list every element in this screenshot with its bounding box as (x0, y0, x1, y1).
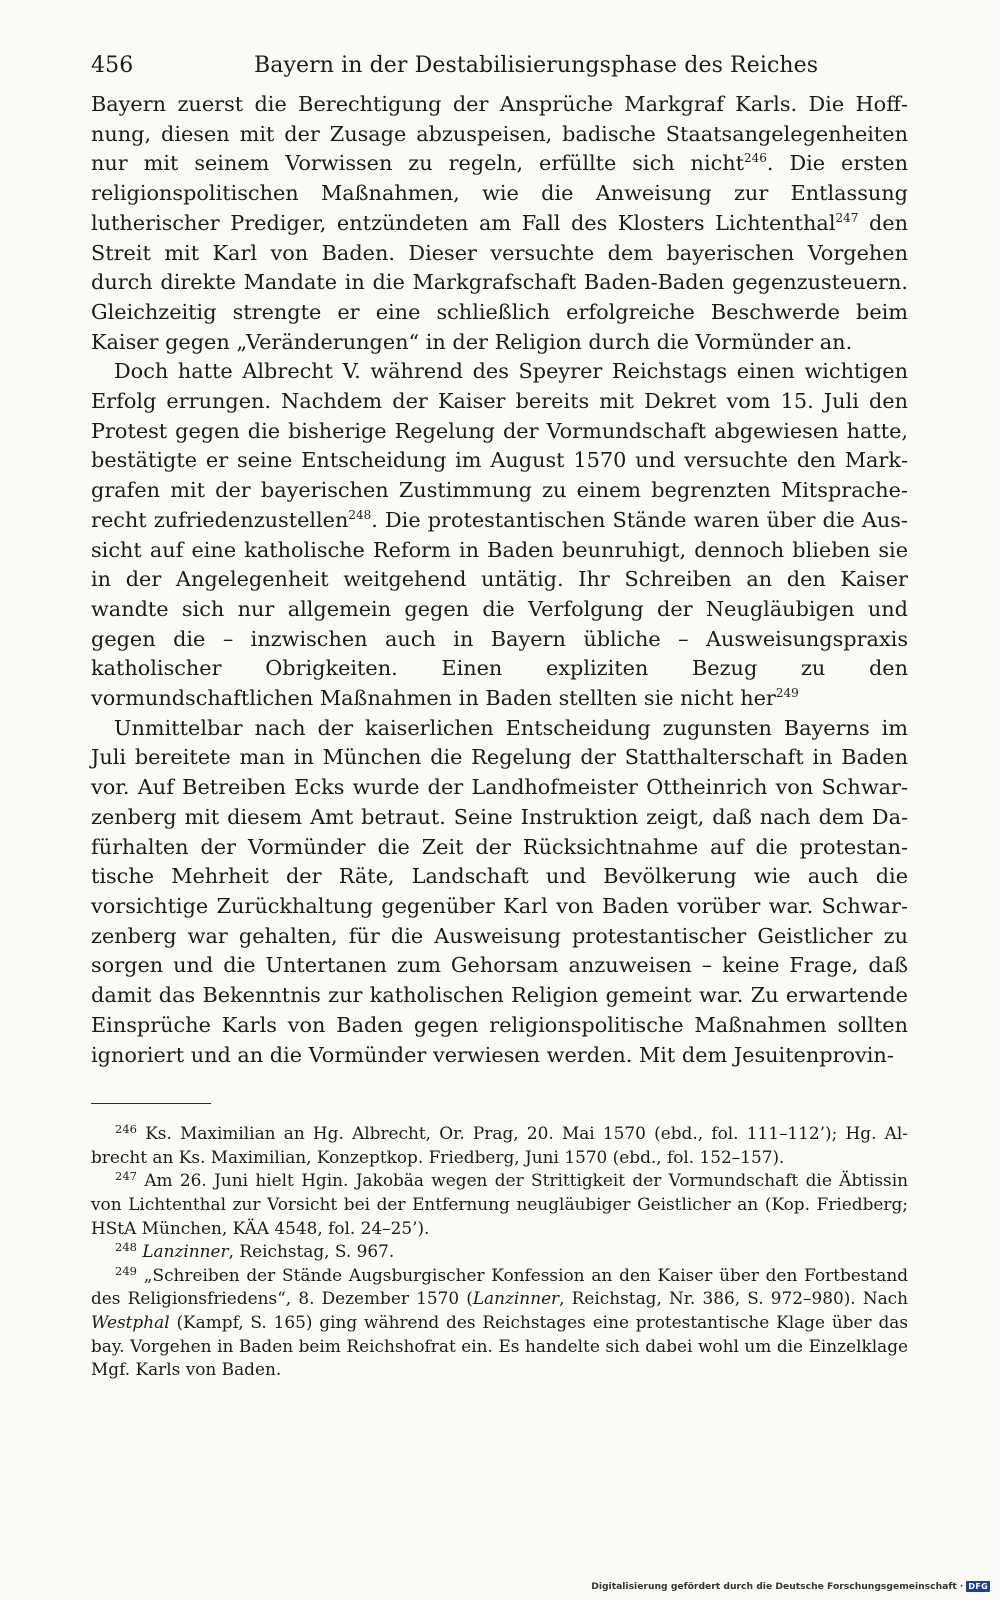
footnote-ref: 246 (744, 151, 767, 166)
running-head: Bayern in der Destabilisierungsphase des Reiches (254, 53, 819, 78)
text-run: Doch hatte Albrecht V. während des Speyrer Reichstags einen wichtigen Erfolg errungen. Nachdem der Kaiser bereits mit Dekret vom 15. Juli den Protest gegen die bisherige Regelung der Vormundschaft abgewiesen hatte, bestätigte er seine Entscheidung im August 1570 und versuchte den Markgrafen mit der bayerischen Zustimmung zu einem begrenzten Mitspracherecht zufriedenzustellen (91, 359, 908, 532)
footnote-number: 246 (115, 1122, 137, 1137)
dfg-logo-icon: DFG (968, 1582, 988, 1591)
footnote-number: 248 (115, 1240, 137, 1255)
paragraph-3 (91, 714, 908, 1070)
body-text (91, 90, 908, 1070)
footnote-248 (91, 1240, 908, 1264)
footnote-number: 249 (115, 1263, 137, 1278)
footnote-author: Lanzinner (142, 1241, 229, 1262)
footnote-text: „Schreiben der Stände Augsburgischer Konfession an den Kaiser über den Fortbestand des Religionsfriedens“, 8. Dezember 1570 ( (91, 1264, 909, 1309)
footnote-text: Ks. Maximilian an Hg. Albrecht, Or. Prag, 20. Mai 1570 (ebd., fol. 111–112’); Hg. Albrecht an Ks. Maximilian, Konzeptkop. Friedberg, Juni 1570 (ebd., fol. 152–157). (91, 1123, 908, 1167)
footnote-text: (Kampf, S. 165) ging während des Reichstages eine protestantische Klage über das bay. Vorgehen in Baden beim Reichshofrat ein. Es handelte sich dabei wohl um die Einzelklage Mgf. Karls von Baden. (91, 1311, 908, 1380)
footnote-number: 247 (115, 1169, 137, 1184)
footnote-247 (91, 1169, 908, 1240)
footnote-246 (91, 1122, 908, 1169)
footnote-divider (91, 1103, 211, 1104)
footnote-text: Am 26. Juni hielt Hgin. Jakobäa wegen der Strittigkeit der Vormundschaft die Äbtissin von Lichtenthal zur Vorsicht bei der Entfernung neugläubiger Geistlicher an (Kop. Friedberg; HStA München, KÄA 4548, fol. 24–25’). (91, 1170, 908, 1238)
footnote-249 (91, 1264, 908, 1382)
footnote-ref: 248 (348, 507, 372, 522)
footnote-ref: 247 (835, 210, 859, 225)
footnote-text: , Reichstag, Nr. 386, S. 972–980). Nach (559, 1288, 909, 1309)
credit-text: Digitalisierung gefördert durch die Deutsche Forschungsgemeinschaft · (591, 1581, 964, 1592)
text-run: den Streit mit Karl von Baden. Dieser versuchte dem bayerischen Vorgehen durch direkte Mandate in die Markgrafschaft Baden-Baden gegenzusteuern. Gleichzeitig strengte er eine schließlich erfolgreiche Beschwerde beim Kaiser gegen „Veränderungen“ in der Religion durch die Vormünder an. (91, 210, 908, 354)
paragraph-1 (91, 90, 908, 357)
page-number: 456 (91, 53, 134, 78)
page-header (91, 40, 908, 90)
text-run: . Die protestantischen Stände waren über die Aussicht auf eine katholische Reform in Baden beunruhigt, dennoch blieben sie in der Angelegenheit weitgehend untätig. Ihr Schreiben an den Kaiser wandte sich nur allgemein gegen die Verfolgung der Neugläubigen und gegen die – inzwischen auch in Bayern übliche – Ausweisungspraxis katholischer Obrigkeiten. Einen expliziten Bezug zu den vormundschaftlichen Maßnahmen in Baden stellten sie nicht her (91, 507, 908, 711)
text-run: . Die ersten religionspolitischen Maßnahmen, wie die Anweisung zur Entlassung lutherischer Prediger, entzündeten am Fall des Klosters Lichtenthal (91, 151, 909, 235)
footnote-text: , Reichstag, S. 967. (228, 1241, 395, 1262)
page (91, 40, 908, 1382)
footnote-ref: 249 (775, 686, 799, 701)
footnote-author: Lanzinner (472, 1288, 560, 1309)
text-run: Unmittelbar nach der kaiserlichen Entscheidung zugunsten Bayerns im Juli bereitete man in München die Regelung der Statthalterschaft in Baden vor. Auf Betreiben Ecks wurde der Landhofmeister Ottheinrich von Schwarzenberg mit diesem Amt betraut. Seine Instruktion zeigt, daß nach dem Dafürhalten der Vormünder die Zeit der Rücksichtnahme auf die protestantische Mehrheit der Räte, Landschaft und Bevölkerung wie auch die vorsichtige Zurückhaltung gegenüber Karl von Baden vorüber war. Schwarzenberg war gehalten, für die Ausweisung protestantischer Geistlicher zu sorgen und die Untertanen zum Gehorsam anzuweisen – keine Frage, daß damit das Bekenntnis zur katholischen Religion gemeint war. Zu erwartende Einsprüche Karls von Baden gegen religionspolitische Maßnahmen sollten ignoriert und an die Vormünder verwiesen werden. Mit dem Jesuitenprovin- (91, 715, 908, 1067)
footnotes (91, 1122, 908, 1382)
paragraph-2 (91, 357, 908, 713)
footnote-author: Westphal (91, 1311, 170, 1332)
text-run: Bayern zuerst die Berechtigung der Ansprüche Markgraf Karls. Die Hoffnung, diesen mit der Zusage abzuspeisen, badische Staatsangelegenheiten nur mit seinem Vorwissen zu regeln, erfüllte sich nicht (91, 92, 908, 176)
digitization-credit (591, 1581, 990, 1592)
